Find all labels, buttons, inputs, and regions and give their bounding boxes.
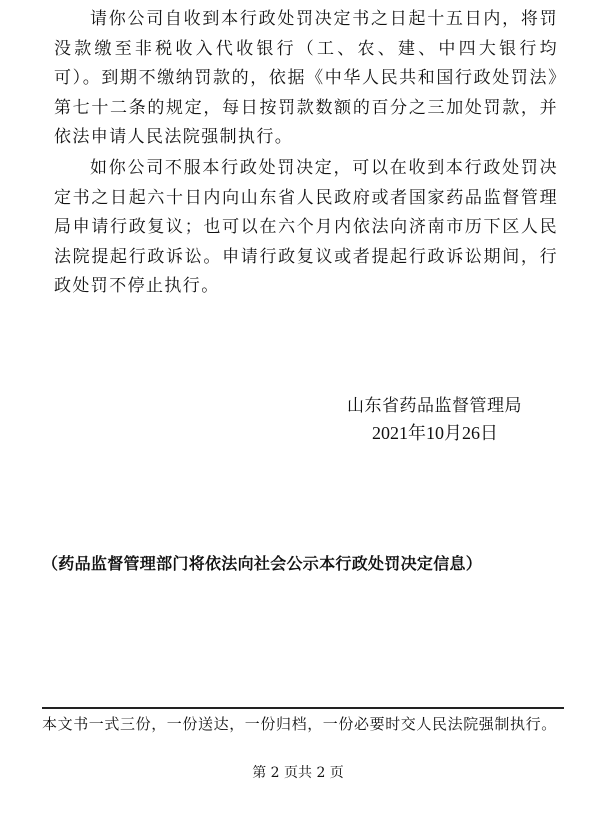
body-paragraph-appeal: 如你公司不服本行政处罚决定，可以在收到本行政处罚决定书之日起六十日内向山东省人民政府或者国家药品监督管理局申请行政复议；也可以在六个月内依法向济南市历下区人民法院提起行政诉讼。申请行政复议或者提起行政诉讼期间，行政处罚不停止执行。 — [54, 158, 558, 296]
body-paragraph-payment: 请你公司自收到本行政处罚决定书之日起十五日内，将罚没款缴至非税收入代收银行（工、农、建、中四大银行均可）。到期不缴纳罚款的，依据《中华人民共和国行政处罚法》第七十二条的规定，每日按罚款数额的百分之三加处罚款，并依法申请人民法院强制执行。 — [54, 9, 558, 147]
page-indicator: 第 2 页共 2 页 — [252, 765, 344, 781]
issuing-authority: 山东省药品监督管理局 — [347, 396, 522, 416]
copies-footnote: 本文书一式三份，一份送达，一份归档，一份必要时交人民法院强制执行。 — [42, 715, 557, 733]
footer-divider — [42, 707, 564, 709]
public-disclosure-notice: （药品监督管理部门将依法向社会公示本行政处罚决定信息） — [42, 554, 483, 573]
issue-date: 2021年10月26日 — [372, 423, 498, 443]
